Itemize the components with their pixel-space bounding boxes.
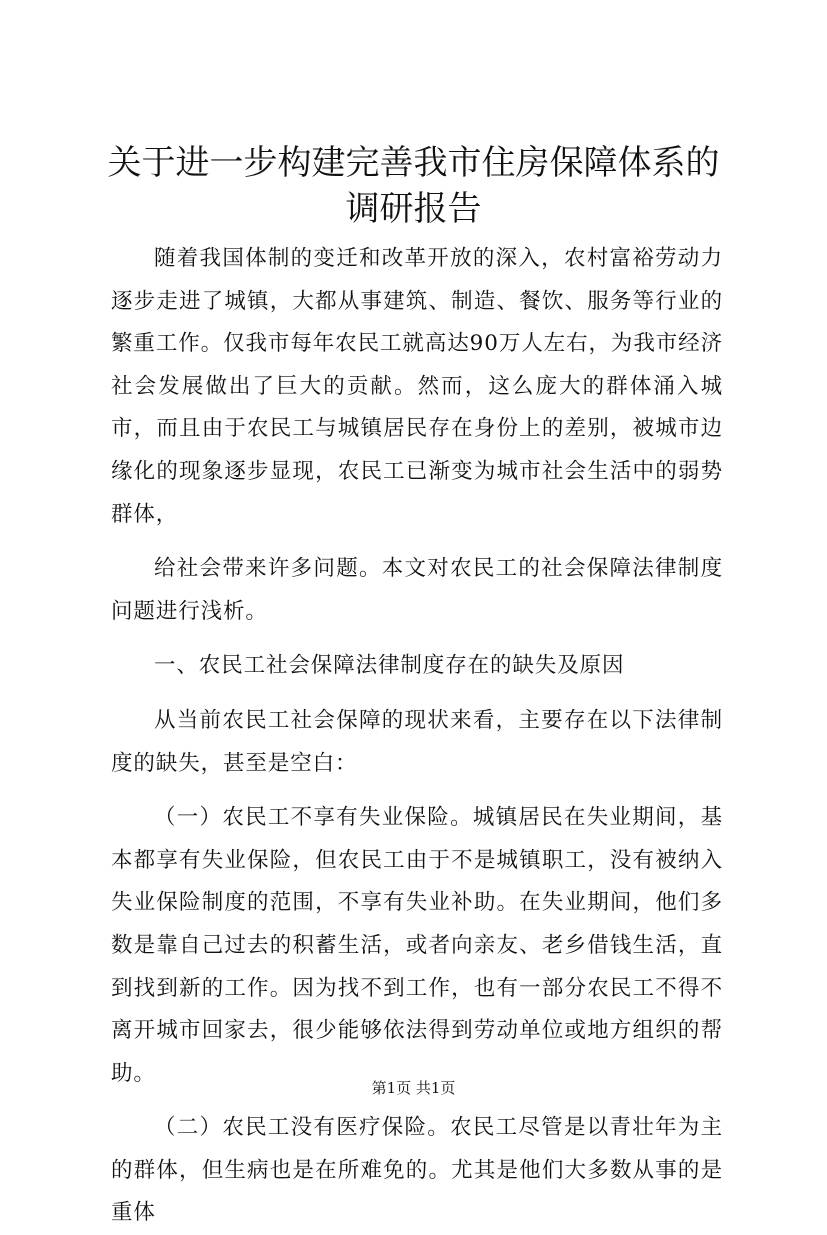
paragraph-summary: 给社会带来许多问题。本文对农民工的社会保障法律制度问题进行浅析。 [111,556,723,624]
paragraph-intro: 随着我国体制的变迁和改革开放的深入，农村富裕劳动力逐步走进了城镇，大都从事建筑、制造、餐饮、服务等行业的繁重工作。仅我市每年农民工就高达90万人左右，为我市经济社会发展做出了巨大的贡献。然而，这么庞大的群体涌入城市，而且由于农民工与城镇居民存在身份上的差别，被城市边缘化的现象逐步显现，农民工已渐变为城市社会生活中的弱势群体， [111,246,723,527]
paragraph-medical: （二）农民工没有医疗保险。农民工尽管是以青壮年为主的群体，但生病也是在所难免的。尤其是他们大多数从事的是重体 [111,1115,723,1226]
document-title: 关于进一步构建完善我市住房保障体系的调研报告 [107,143,720,229]
page-footer: 第1页 共1页 [371,1079,456,1097]
paragraph-overview: 从当前农民工社会保障的现状来看，主要存在以下法律制度的缺失，甚至是空白： [111,707,723,776]
section-heading-1: 一、农民工社会保障法律制度存在的缺失及原因 [154,653,625,679]
paragraph-unemployment: （一）农民工不享有失业保险。城镇居民在失业期间，基本都享有失业保险，但农民工由于不是城镇职工，没有被纳入失业保险制度的范围，不享有失业补助。在失业期间，他们多数是靠自己过去的积蓄生活，或者向亲友、老乡借钱生活，直到找到新的工作。因为找不到工作，也有一部分农民工不得不离开城市回家去，很少能够依法得到劳动单位或地方组织的帮助。 [111,805,723,1086]
